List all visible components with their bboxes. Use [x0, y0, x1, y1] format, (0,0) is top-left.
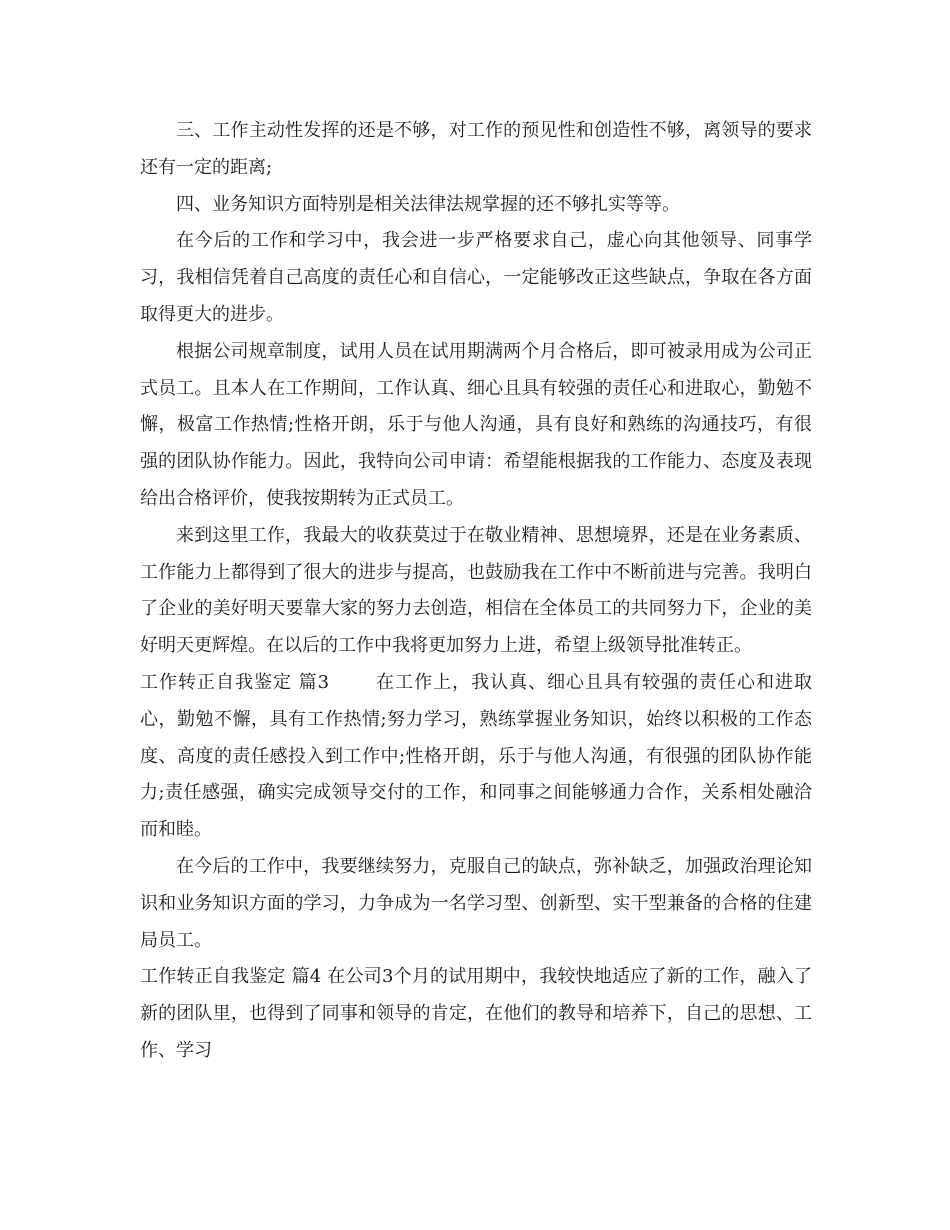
section-4-heading: 工作转正自我鉴定 篇4: [140, 966, 322, 988]
document-page: [140, 113, 812, 1070]
paragraph-5: 来到这里工作，我最大的收获莫过于在敬业精神、思想境界，还是在业务素质、工作能力上都得到了很大的进步与提高，也鼓励我在工作中不断前进与完善。我明白了企业的美好明天要靠大家的努力去创造，相信在全体员工的共同努力下，企业的美好明天更辉煌。在以后的工作中我将更加努力上进，希望上级领导批准转正。: [140, 524, 812, 657]
paragraph-2: 四、业务知识方面特别是相关法律法规掌握的还不够扎实等等。: [176, 193, 680, 215]
paragraph-3: 在今后的工作和学习中，我会进一步严格要求自己，虚心向其他领导、同事学习，我相信凭着自己高度的责任心和自信心，一定能够改正这些缺点，争取在各方面取得更大的进步。: [140, 230, 812, 325]
section-3-heading: 工作转正自我鉴定 篇3: [140, 671, 330, 693]
paragraph-4: 根据公司规章制度，试用人员在试用期满两个月合格后，即可被录用成为公司正式员工。且本人在工作期间，工作认真、细心且具有较强的责任心和进取心，勤勉不懈，极富工作热情;性格开朗，乐于与他人沟通，具有良好和熟练的沟通技巧，有很强的团队协作能力。因此，我特向公司申请：希望能根据我的工作能力、态度及表现给出合格评价，使我按期转为正式员工。: [140, 340, 812, 509]
paragraph-1: 三、工作主动性发挥的还是不够，对工作的预见性和创造性不够，离领导的要求还有一定的距离;: [140, 120, 812, 178]
section-4: [140, 959, 812, 1069]
section-3: [140, 665, 812, 849]
section-4-text: 在公司3个月的试用期中，我较快地适应了新的工作，融入了新的团队里，也得到了同事和领导的肯定，在他们的教导和培养下，自己的思想、工作、学习: [140, 966, 812, 1061]
paragraph-after-section-3: 在今后的工作中，我要继续努力，克服自己的缺点，弥补缺乏，加强政治理论知识和业务知识方面的学习，力争成为一名学习型、创新型、实干型兼备的合格的住建局员工。: [140, 855, 812, 951]
section-3-text: 在工作上，我认真、细心且具有较强的责任心和进取心，勤勉不懈，具有工作热情;努力学习，熟练掌握业务知识，始终以积极的工作态度、高度的责任感投入到工作中;性格开朗，乐于与他人沟通，有很强的团队协作能力;责任感强，确实完成领导交付的工作，和同事之间能够通力合作，关系相处融洽而和睦。: [140, 671, 812, 841]
